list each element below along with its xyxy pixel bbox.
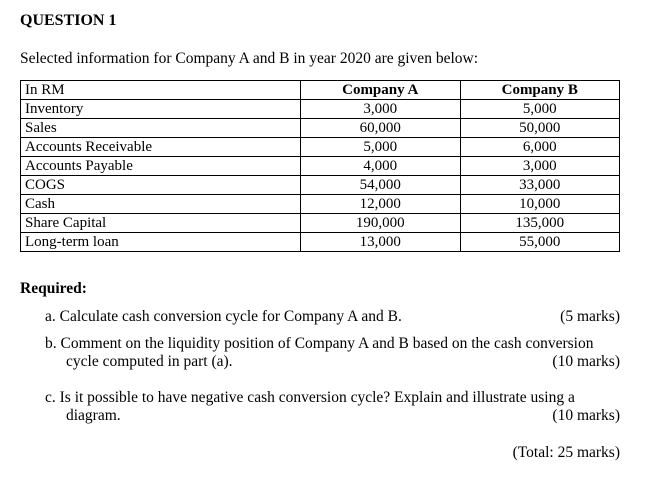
question-a-marks: (5 marks) bbox=[560, 308, 620, 325]
table-row bbox=[21, 214, 620, 233]
row-label: Share Capital bbox=[21, 214, 301, 233]
header-company-a: Company A bbox=[301, 81, 461, 100]
table-row bbox=[21, 176, 620, 195]
header-company-b: Company B bbox=[460, 81, 620, 100]
question-a-text: a. Calculate cash conversion cycle for Company A and B. bbox=[45, 308, 402, 325]
company-a-value: 12,000 bbox=[301, 195, 461, 214]
company-b-value: 6,000 bbox=[460, 138, 620, 157]
company-a-value: 3,000 bbox=[301, 100, 461, 119]
table-header-row bbox=[21, 81, 620, 100]
question-b-marks: (10 marks) bbox=[552, 353, 620, 370]
question-c-text: c. Is it possible to have negative cash conversion cycle? Explain and illustrate using a bbox=[45, 389, 575, 406]
company-b-value: 33,000 bbox=[460, 176, 620, 195]
row-label: COGS bbox=[21, 176, 301, 195]
question-b-text: b. Comment on the liquidity position of Company A and B based on the cash conversion bbox=[45, 335, 594, 352]
table-row bbox=[21, 233, 620, 252]
question-c-text-cont: diagram. bbox=[66, 407, 121, 424]
table-row bbox=[21, 138, 620, 157]
header-currency: In RM bbox=[21, 81, 301, 100]
company-b-value: 5,000 bbox=[460, 100, 620, 119]
intro-text: Selected information for Company A and B in year 2020 are given below: bbox=[20, 50, 478, 67]
company-a-value: 54,000 bbox=[301, 176, 461, 195]
row-label: Sales bbox=[21, 119, 301, 138]
company-a-value: 4,000 bbox=[301, 157, 461, 176]
row-label: Accounts Receivable bbox=[21, 138, 301, 157]
question-b-text-cont: cycle computed in part (a). bbox=[66, 353, 233, 370]
row-label: Cash bbox=[21, 195, 301, 214]
company-b-value: 135,000 bbox=[460, 214, 620, 233]
financial-table bbox=[20, 80, 620, 252]
table-row bbox=[21, 119, 620, 138]
required-heading: Required: bbox=[20, 280, 87, 297]
company-b-value: 3,000 bbox=[460, 157, 620, 176]
company-a-value: 13,000 bbox=[301, 233, 461, 252]
company-b-value: 50,000 bbox=[460, 119, 620, 138]
table-row bbox=[21, 100, 620, 119]
company-a-value: 190,000 bbox=[301, 214, 461, 233]
row-label: Inventory bbox=[21, 100, 301, 119]
company-b-value: 10,000 bbox=[460, 195, 620, 214]
table-row bbox=[21, 195, 620, 214]
table-row bbox=[21, 157, 620, 176]
question-c-marks: (10 marks) bbox=[552, 407, 620, 424]
company-a-value: 60,000 bbox=[301, 119, 461, 138]
company-b-value: 55,000 bbox=[460, 233, 620, 252]
row-label: Long-term loan bbox=[21, 233, 301, 252]
company-a-value: 5,000 bbox=[301, 138, 461, 157]
row-label: Accounts Payable bbox=[21, 157, 301, 176]
total-marks: (Total: 25 marks) bbox=[512, 444, 620, 461]
question-title: QUESTION 1 bbox=[20, 12, 117, 29]
